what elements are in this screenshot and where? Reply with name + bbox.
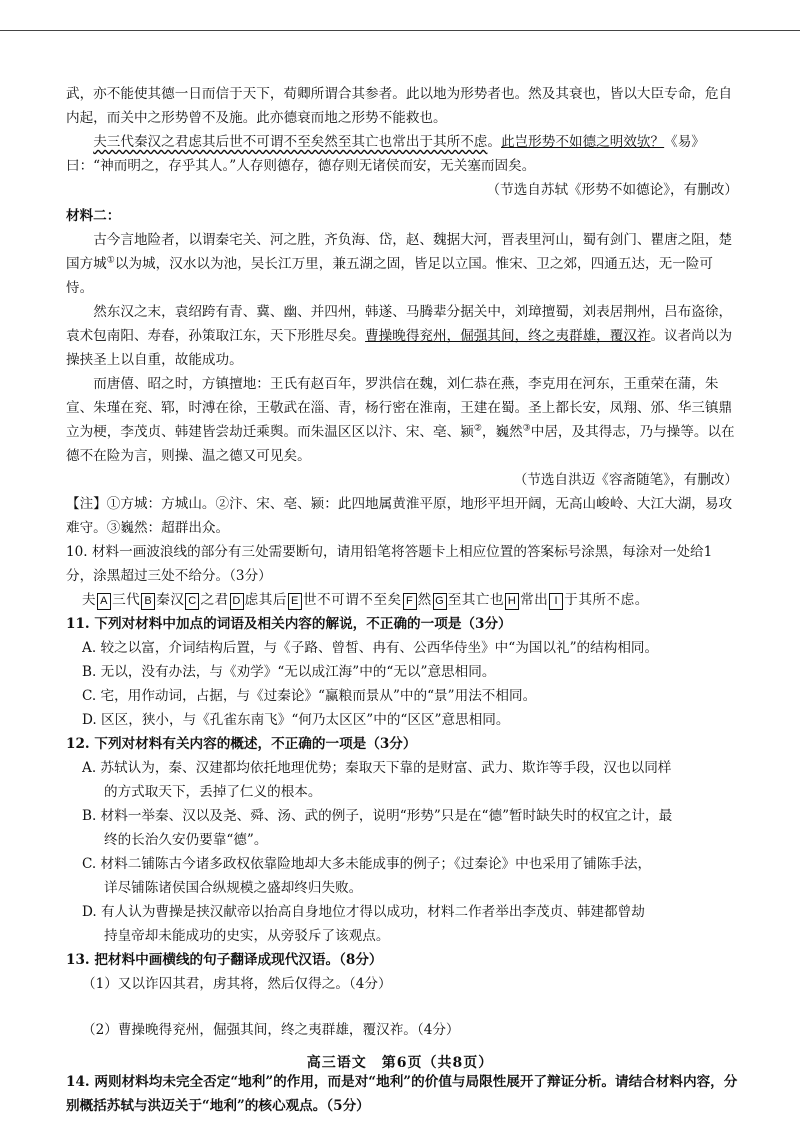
answer-box-e[interactable]: E — [288, 593, 302, 610]
question-13-sentence-2: （2）曹操晚得兖州，倔强其间，终之夷群雄，覆汉祚。（4分） — [82, 1022, 460, 1038]
exam-page — [66, 82, 738, 1118]
segment-text: 然 — [417, 592, 432, 608]
wavy-end-punct: 。 — [487, 134, 501, 150]
answer-box-g[interactable]: G — [433, 593, 447, 610]
segment-text: 至其亡也 — [447, 592, 505, 608]
question-12-option-c-line1: C. 材料二铺陈古今诸多政权依靠险地却大多未能成事的例子；《过秦论》中也采用了铺陈手法， — [82, 856, 652, 872]
p2-text-a: 然东汉之末，袁绍跨有青、冀、幽、并四州，韩遂、马腾辈分据关中，刘璋擅蜀，刘表居荆州，吕布盗徐，袁术包南阳、寿春，孙策取江东，天下形胜尽矣。 — [66, 304, 733, 344]
answer-box-f[interactable]: F — [403, 593, 417, 610]
p1-text-b: 以为城，汉水以为池，吴长江万里，兼五湖之固，皆足以立国。惟宋、卫之郊，四通五达，无一险可恃。 — [66, 256, 713, 296]
answer-box-i[interactable]: I — [549, 593, 563, 610]
p3-text-b: ，巍然 — [481, 424, 523, 440]
p3-text-a: 而唐僖、昭之时，方镇擅地：王氏有赵百年，罗洪信在魏，刘仁恭在燕，李克用在河东，王重荣在蒲，朱宣、朱瑾在兖、郓，时溥在徐，王敬武在淄、青，杨行密在淮南，王建在蜀。圣上都长安，凤翔、邠、华三镇鼎立为梗，李茂贞、韩建皆尝劫迁乘舆。而朱温区区以汴、宋、亳、颍 — [66, 376, 733, 440]
material-two-heading: 材料二： — [66, 208, 121, 224]
question-11-stem: 11. 下列对材料中加点的词语及相关内容的解说，不正确的一项是（3分） — [66, 616, 512, 632]
question-11-option-a: A. 较之以富，介词结构后置，与《子路、曾皙、冉有、公西华侍坐》中“为国以礼”的结构相同。 — [82, 640, 659, 656]
material-one-paragraph — [66, 130, 738, 178]
question-12-stem: 12. 下列对材料有关内容的概述，不正确的一项是（3分） — [66, 736, 417, 752]
wavy-underlined-sentence: 夫三代秦汉之君虑其后世不可谓不至矣然至其亡也常出于其所不虑 — [93, 134, 488, 150]
question-11-option-c: C. 宅，用作动词，占据，与《过秦论》“赢粮而景从”中的“景”用法不相同。 — [82, 688, 537, 704]
answer-box-d[interactable]: D — [230, 593, 244, 610]
p1-text-a: 古今言地险者，以谓秦宅关、河之胜，齐负海、岱，赵、魏据大河，晋表里河山，蜀有剑门、瞿唐之阻，楚国方城 — [66, 232, 733, 272]
question-13-sentence-1: （1）又以诈囚其君，虏其将，然后仅得之。（4分） — [82, 976, 392, 992]
answer-box-h[interactable]: H — [505, 593, 519, 610]
segment-text: 之君 — [200, 592, 229, 608]
question-12-option-d-line1: D. 有人认为曹操是挟汉献帝以抬高自身地位才得以成功，材料二作者举出李茂贞、韩建都曾劫 — [82, 904, 645, 920]
segment-text: 世不可谓不至矣 — [302, 592, 402, 608]
material-one-line-a: 武，亦不能使其德一日而信于天下，荀卿所谓合其参者。此以地为形势者也。然及其衰也，皆以大臣专命，危自内起，而关中之形势曾不及施。此亦德衰而地之形势不能救也。 — [66, 86, 733, 126]
question-12-option-b-line1: B. 材料一举秦、汉以及尧、舜、汤、武的例子，说明“形势”只是在“德”暂时缺失时的权宜之计，最 — [82, 808, 673, 824]
top-border-line — [0, 30, 800, 31]
question-12-option-b-line2: 终的长治久安仍要靠“德”。 — [104, 832, 268, 848]
question-13-stem: 13. 把材料中画横线的句子翻译成现代汉语。（8分） — [66, 952, 383, 968]
segment-text: 于其所不虑。 — [564, 592, 649, 608]
segment-text: 夫 — [82, 592, 97, 608]
segment-text: 常出 — [520, 592, 549, 608]
segment-text: 虑其后 — [244, 592, 287, 608]
question-12-option-d-line2: 持皇帝却未能成功的史实，从旁驳斥了该观点。 — [104, 928, 390, 944]
material-two-source: （节选自洪迈《容斋随笔》，有删改） — [513, 472, 738, 488]
answer-box-b[interactable]: B — [141, 593, 155, 610]
sentence-break-options — [66, 588, 738, 612]
answer-box-c[interactable]: C — [185, 593, 199, 610]
p2-text-b: 。议者尚以为操挟圣上以自重，故能成功。 — [66, 328, 733, 368]
footnote-mark-1: ① — [106, 255, 115, 266]
question-11-option-d: D. 区区，狭小，与《孔雀东南飞》“何乃太区区”中的“区区”意思相同。 — [82, 712, 510, 728]
question-11-option-b: B. 无以，没有办法，与《劝学》“无以成江海”中的“无以”意思相同。 — [82, 664, 496, 680]
question-14-stem: 14. 两则材料均未完全否定“地利”的作用，而是对“地利”的价值与局限性展开了辩证分析。请结合材料内容，分别概括苏轼与洪迈关于“地利”的核心观点。（5分） — [66, 1074, 738, 1114]
material-two-paragraph-2 — [66, 300, 738, 372]
question-12-option-a-line1: A. 苏轼认为，秦、汉建都均依托地理优势；秦取天下靠的是财富、武力、欺诈等手段，汉也以同样 — [82, 760, 672, 776]
segment-text: 秦汉 — [156, 592, 185, 608]
material-one-source: （节选自苏轼《形势不如德论》，有删改） — [486, 182, 738, 198]
material-one-line-b: 《易》曰：“神而明之，存乎其人。”人存则德存，德存则无诸侯而安，无关塞而固矣。 — [66, 134, 705, 174]
underlined-sentence-one: 此岂形势不如德之明效欤？ — [501, 134, 665, 150]
footnote-mark-3: ③ — [522, 423, 531, 434]
answer-box-a[interactable]: A — [97, 593, 111, 610]
material-two-paragraph-1 — [66, 228, 738, 300]
answer-space-1 — [66, 996, 738, 1018]
p3-text-c: 中居，及其得志，乃与操等。以在德不在险为言，则操、温之德又可见矣。 — [66, 424, 735, 464]
footnotes: 【注】①方城：方城山。②汴、宋、亳、颍：此四地属黄淮平原，地形平坦开阔，无高山峻岭、大江大湖，易攻难守。③巍然：超群出众。 — [66, 496, 733, 536]
material-two-paragraph-3 — [66, 372, 738, 468]
footnote-mark-2: ② — [473, 423, 482, 434]
page-footer: 高三语文 第6页（共8页） — [306, 1055, 494, 1071]
underlined-sentence-two: 曹操晚得兖州，倔强其间，终之夷群雄，覆汉祚 — [365, 328, 651, 344]
question-10-stem: 10. 材料一画波浪线的部分有三处需要断句，请用铅笔将答题卡上相应位置的答案标号涂黑，每涂对一处给1分，涂黑超过三处不给分。（3分） — [66, 544, 713, 584]
question-12-option-c-line2: 详尽铺陈诸侯国合纵规模之盛却终归失败。 — [104, 880, 363, 896]
segment-text: 三代 — [112, 592, 141, 608]
question-12-option-a-line2: 的方式取天下，丢掉了仁义的根本。 — [104, 784, 322, 800]
